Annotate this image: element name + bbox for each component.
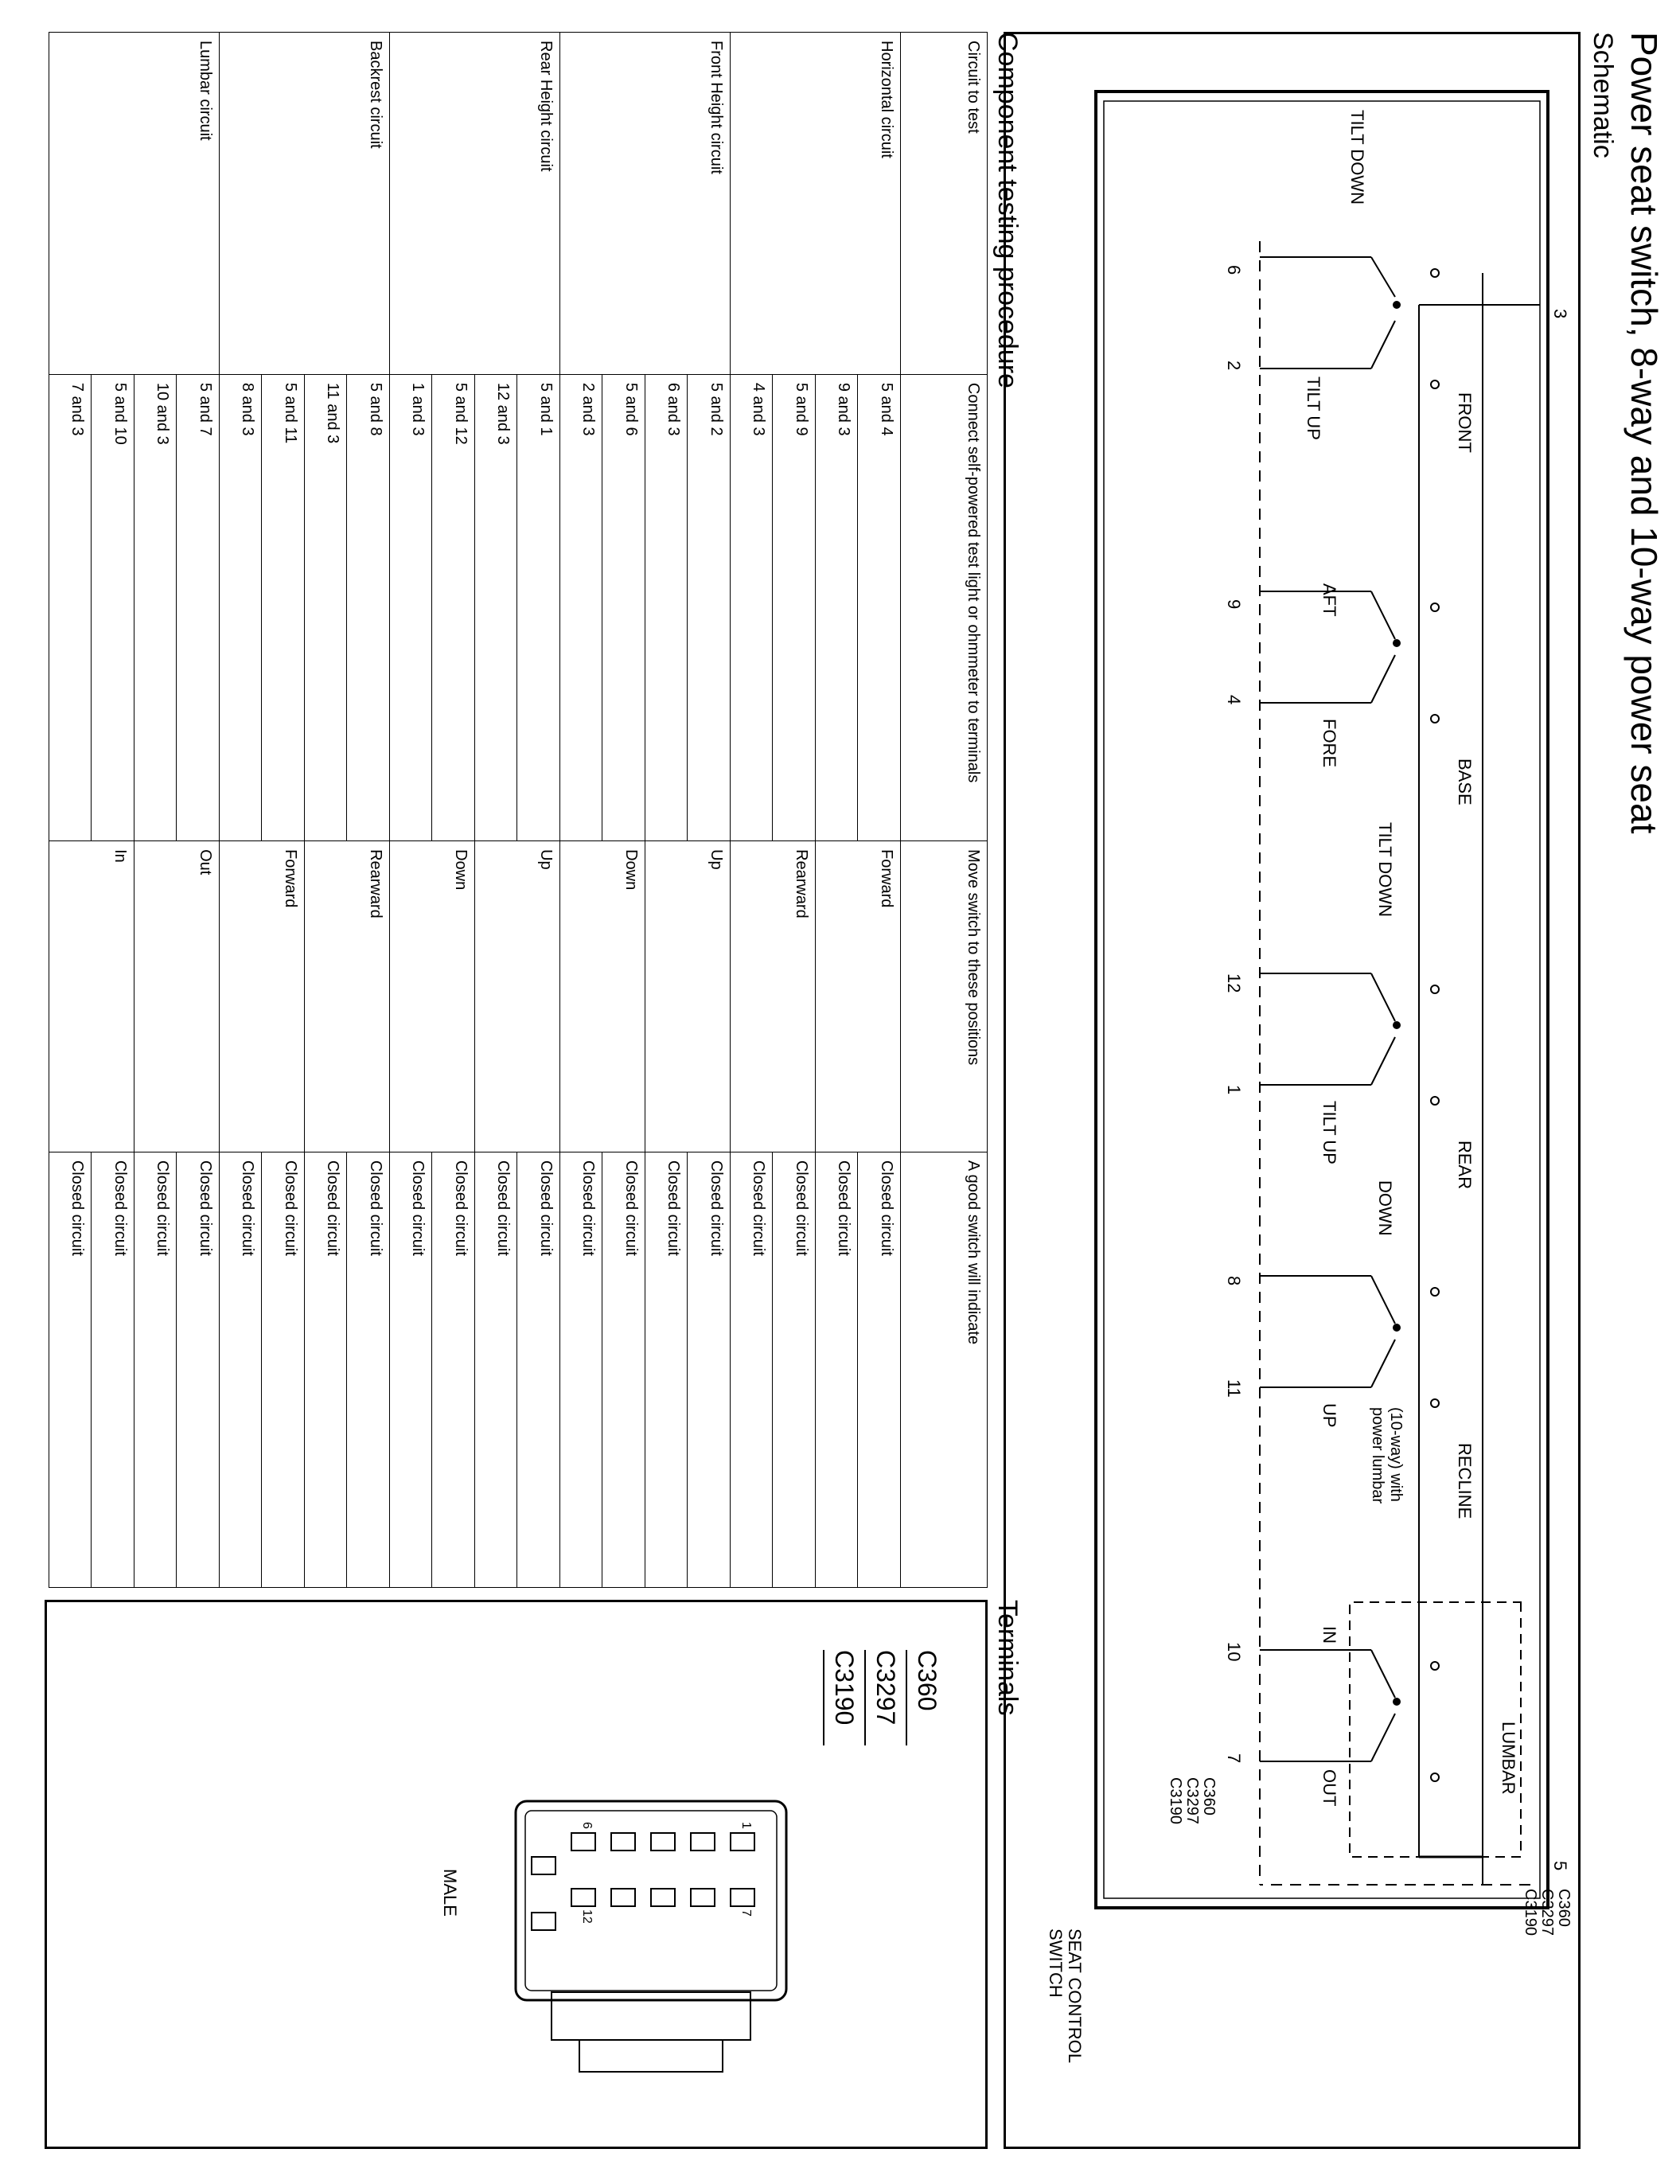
connector-top-3: C3190 <box>1522 1889 1539 1936</box>
pin-11: 11 <box>1224 1379 1244 1398</box>
schematic-heading: Schematic <box>1588 32 1618 158</box>
circuit-cell: Lumbar circuit <box>49 33 220 375</box>
conn-pin-12: 12 <box>580 1909 594 1924</box>
terminal-pair-cell: 5 and 11 <box>262 374 305 840</box>
circuit-cell: Backrest circuit <box>220 33 390 375</box>
schematic-frame <box>1004 32 1581 2149</box>
position-cell: Down <box>390 841 475 1152</box>
table-row <box>688 33 731 1588</box>
position-cell: Down <box>560 841 645 1152</box>
result-cell: Closed circuit <box>262 1152 305 1587</box>
result-cell: Closed circuit <box>816 1152 859 1587</box>
terminal-connector-2: C3297 <box>864 1650 906 1745</box>
conn-pin-6: 6 <box>580 1822 594 1829</box>
connector-top-1: C360 <box>1555 1889 1573 1927</box>
label-recline: RECLINE <box>1455 1443 1475 1519</box>
result-cell: Closed circuit <box>773 1152 816 1587</box>
terminal-pair-cell: 5 and 10 <box>92 374 134 840</box>
label-lumbar-note-2: power lumbar <box>1369 1407 1386 1504</box>
connector-top-2: C3297 <box>1538 1889 1556 1936</box>
conn-pin-7: 7 <box>739 1909 753 1917</box>
front-switch <box>1260 257 1439 388</box>
result-cell: Closed circuit <box>602 1152 645 1587</box>
pin-9: 9 <box>1224 599 1244 610</box>
position-cell: Forward <box>220 841 305 1152</box>
result-cell: Closed circuit <box>858 1152 901 1587</box>
pin-3: 3 <box>1550 309 1570 319</box>
terminal-pair-cell: 5 and 7 <box>177 374 220 840</box>
label-rear: REAR <box>1455 1141 1475 1190</box>
label-tilt-up-2: TILT UP <box>1319 1101 1339 1164</box>
schematic-diagram <box>1006 34 1578 2147</box>
terminal-pair-cell: 4 and 3 <box>731 374 774 840</box>
pin-7: 7 <box>1224 1753 1244 1764</box>
label-tilt-up-1: TILT UP <box>1304 376 1323 440</box>
terminal-pair-cell: 12 and 3 <box>475 374 518 840</box>
connector-drawing <box>47 1602 985 2147</box>
label-base: BASE <box>1455 759 1475 805</box>
terminal-pair-cell: 5 and 6 <box>602 374 645 840</box>
label-front: FRONT <box>1455 392 1475 453</box>
position-cell: Rearward <box>305 841 390 1152</box>
label-out: OUT <box>1319 1769 1339 1807</box>
switch-label-2: SWITCH <box>1046 1929 1066 1998</box>
recline-switch <box>1260 1276 1439 1407</box>
label-up: UP <box>1319 1403 1339 1428</box>
position-cell: Up <box>475 841 560 1152</box>
terminal-pair-cell: 9 and 3 <box>816 374 859 840</box>
result-cell: Closed circuit <box>305 1152 348 1587</box>
rear-switch <box>1260 973 1439 1105</box>
result-cell: Closed circuit <box>645 1152 688 1587</box>
conn-pin-1: 1 <box>739 1822 753 1829</box>
position-cell: Up <box>645 841 731 1152</box>
circuit-cell: Front Height circuit <box>560 33 731 375</box>
pin-1: 1 <box>1224 1085 1244 1095</box>
terminal-pair-cell: 5 and 2 <box>688 374 731 840</box>
terminal-connector-1: C360 <box>906 1650 947 1745</box>
pin-10: 10 <box>1224 1642 1244 1662</box>
result-cell: Closed circuit <box>432 1152 475 1587</box>
terminals-heading: Terminals <box>992 1600 1023 1716</box>
connector-bottom-2: C3297 <box>1183 1777 1201 1824</box>
result-cell: Closed circuit <box>92 1152 134 1587</box>
table-row <box>177 33 220 1588</box>
pin-5: 5 <box>1550 1861 1570 1871</box>
result-cell: Closed circuit <box>347 1152 390 1587</box>
switch-label-1: SEAT CONTROL <box>1065 1929 1085 2064</box>
terminal-pair-cell: 5 and 1 <box>517 374 560 840</box>
procedure-heading: Component testing procedure <box>992 32 1023 388</box>
result-cell: Closed circuit <box>220 1152 263 1587</box>
procedure-table <box>49 32 988 1588</box>
connector-bottom-1: C360 <box>1200 1777 1218 1815</box>
table-row <box>517 33 560 1588</box>
position-cell: Rearward <box>731 841 816 1152</box>
position-cell: Forward <box>816 841 901 1152</box>
result-cell: Closed circuit <box>49 1152 92 1587</box>
result-cell: Closed circuit <box>517 1152 560 1587</box>
terminal-pair-cell: 5 and 9 <box>773 374 816 840</box>
pin-6: 6 <box>1224 265 1244 275</box>
terminal-pair-cell: 8 and 3 <box>220 374 263 840</box>
terminal-pair-cell: 5 and 8 <box>347 374 390 840</box>
terminals-frame <box>45 1600 988 2149</box>
result-cell: Closed circuit <box>475 1152 518 1587</box>
pin-2: 2 <box>1224 361 1244 371</box>
position-cell: In <box>49 841 134 1152</box>
connector-bottom-3: C3190 <box>1167 1777 1184 1824</box>
page-title: Power seat switch, 8-way and 10-way power seat <box>1623 32 1665 834</box>
pin-8: 8 <box>1224 1276 1244 1286</box>
result-cell: Closed circuit <box>390 1152 433 1587</box>
terminal-pair-cell: 5 and 12 <box>432 374 475 840</box>
table-row <box>347 33 390 1588</box>
result-cell: Closed circuit <box>688 1152 731 1587</box>
label-tilt-down-1: TILT DOWN <box>1347 110 1367 205</box>
terminal-pair-cell: 1 and 3 <box>390 374 433 840</box>
terminal-pair-cell: 6 and 3 <box>645 374 688 840</box>
result-cell: Closed circuit <box>731 1152 774 1587</box>
terminal-pair-cell: 10 and 3 <box>134 374 177 840</box>
table-row <box>858 33 901 1588</box>
result-cell: Closed circuit <box>560 1152 603 1587</box>
lumbar-box <box>1350 1602 1521 1857</box>
terminal-pair-cell: 11 and 3 <box>305 374 348 840</box>
position-cell: Out <box>134 841 220 1152</box>
circuit-cell: Rear Height circuit <box>390 33 560 375</box>
terminal-pair-cell: 7 and 3 <box>49 374 92 840</box>
terminal-pair-cell: 2 and 3 <box>560 374 603 840</box>
col-position: Move switch to these positions <box>901 841 988 1152</box>
pin-12: 12 <box>1224 973 1244 993</box>
connector-gender: MALE <box>440 1869 460 1917</box>
col-result: A good switch will indicate <box>901 1152 988 1587</box>
label-tilt-down-2: TILT DOWN <box>1375 822 1395 917</box>
label-down: DOWN <box>1375 1180 1395 1236</box>
label-fore: FORE <box>1319 719 1339 768</box>
circuit-cell: Horizontal circuit <box>731 33 901 375</box>
label-in: IN <box>1319 1626 1339 1644</box>
label-aft: AFT <box>1319 583 1339 617</box>
col-terminals: Connect self-powered test light or ohmmeter to terminals <box>901 374 988 840</box>
terminal-pair-cell: 5 and 4 <box>858 374 901 840</box>
pin-4: 4 <box>1224 695 1244 705</box>
col-circuit: Circuit to test <box>901 33 988 375</box>
label-lumbar-note-1: (10-way) with <box>1387 1407 1405 1502</box>
procedure-body <box>49 33 901 1588</box>
result-cell: Closed circuit <box>134 1152 177 1587</box>
terminal-connector-3: C3190 <box>823 1650 864 1745</box>
base-switch <box>1260 591 1439 723</box>
label-lumbar: LUMBAR <box>1499 1722 1518 1795</box>
result-cell: Closed circuit <box>177 1152 220 1587</box>
